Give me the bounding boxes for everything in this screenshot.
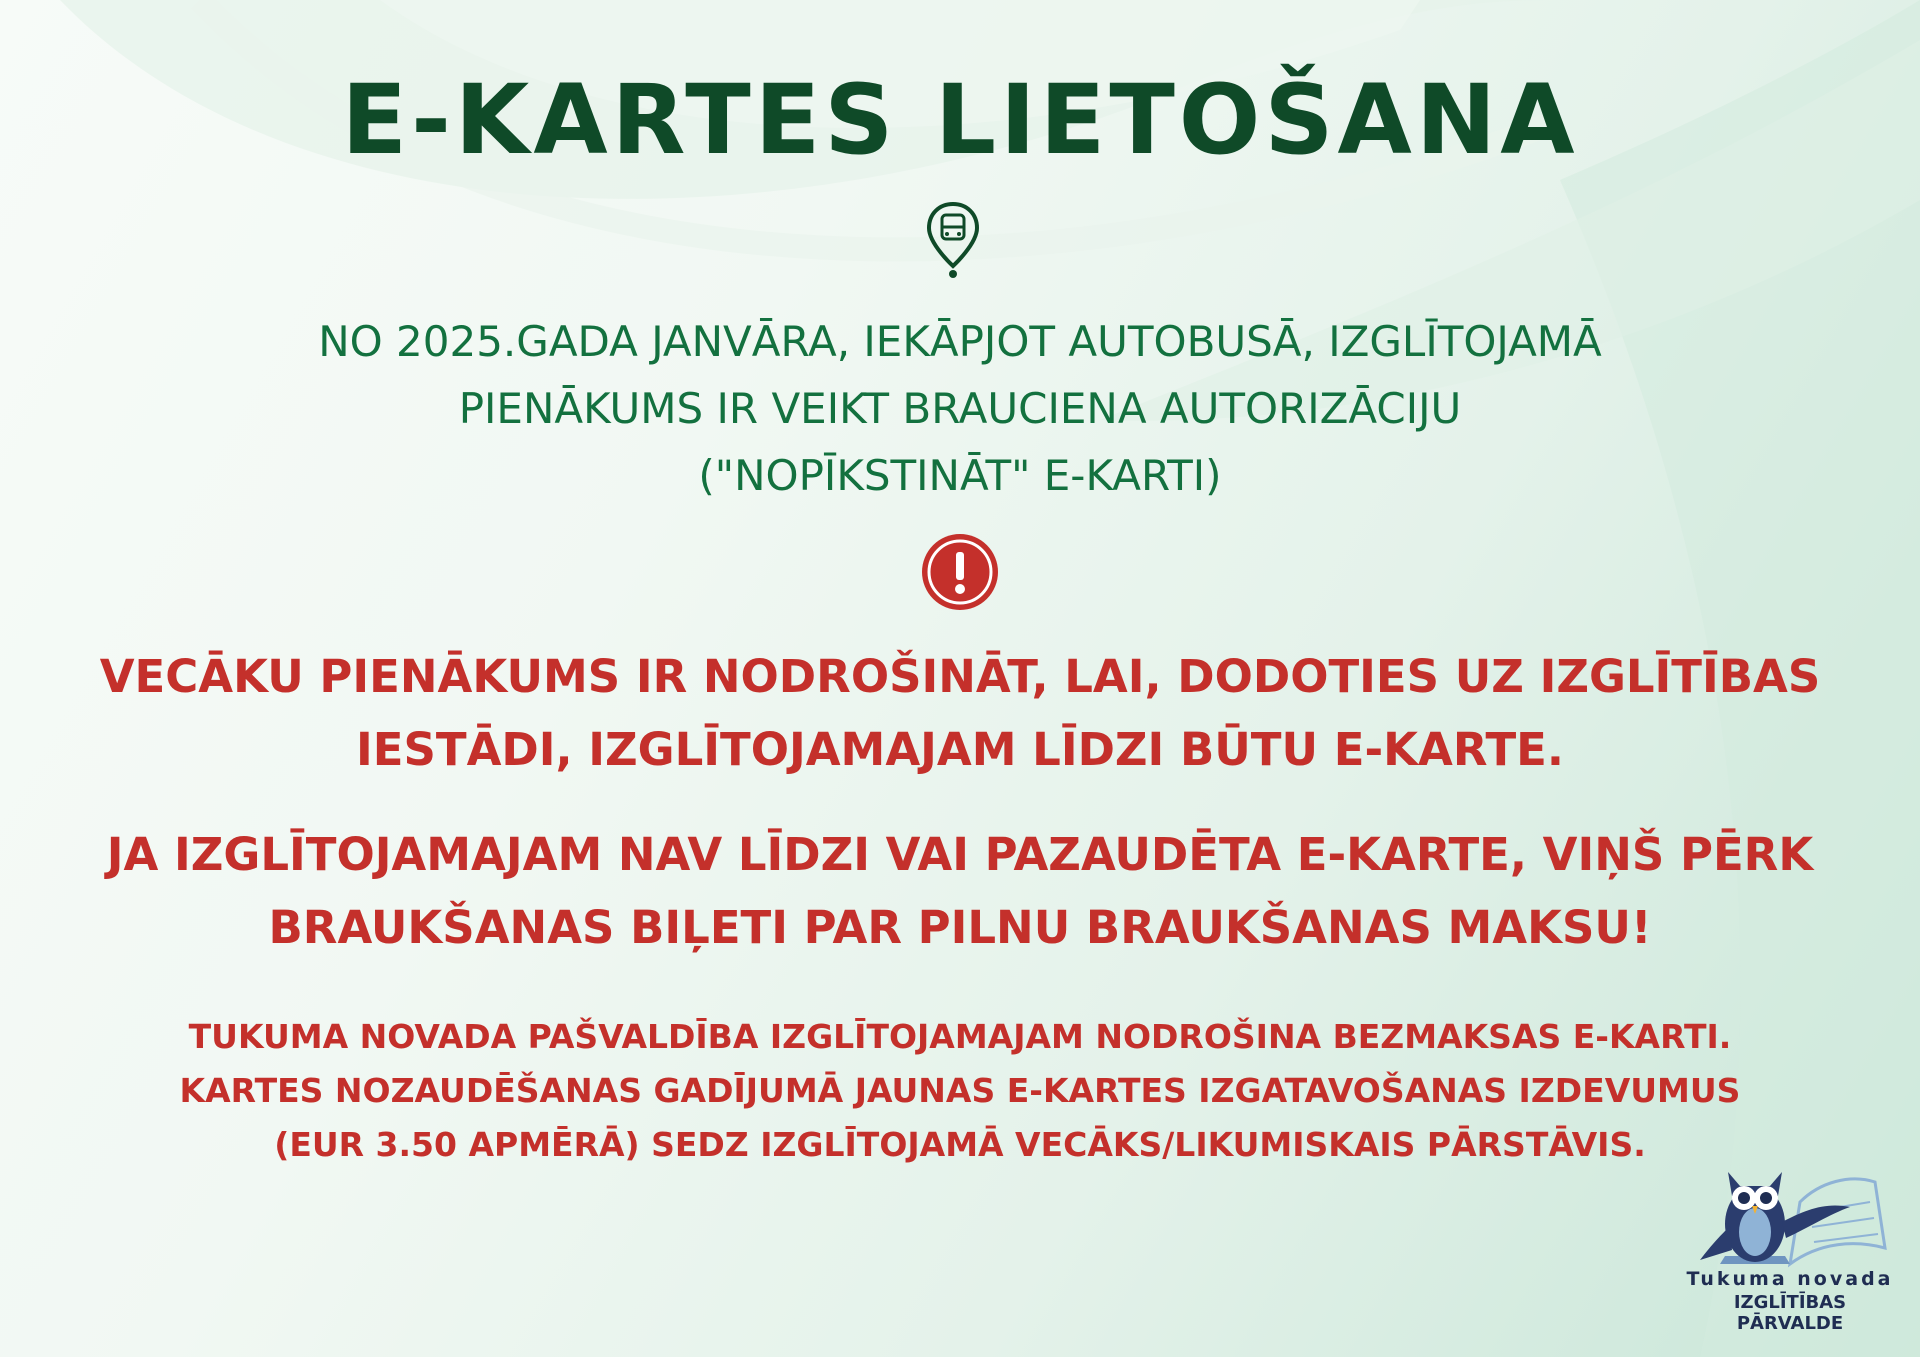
logo-text-line-2: IZGLĪTĪBAS PĀRVALDE [1733, 1292, 1847, 1334]
no-card-text [0, 818, 1920, 964]
fee-note-text [0, 1010, 1920, 1172]
exclamation-circle-icon [920, 532, 1000, 612]
logo-text-line-1: Tukuma novada [1686, 1268, 1894, 1290]
fee-note-line-1: TUKUMA NOVADA PAŠVALDĪBA IZGLĪTOJAMAJAM NODROŠINA BEZMAKSAS E-KARTI. [188, 1017, 1732, 1056]
bus-location-pin-icon [923, 200, 983, 280]
intro-line-1: NO 2025.GADA JANVĀRA, IEKĀPJOT AUTOBUSĀ, IZGLĪTOJAMĀ [318, 317, 1602, 366]
parent-duty-line-2: IESTĀDI, IZGLĪTOJAMAJAM LĪDZI BŪTU E-KARTE. [356, 723, 1564, 776]
page-title: E-KARTES LIETOŠANA [341, 64, 1579, 176]
parent-duty-text [0, 640, 1920, 786]
intro-line-2: PIENĀKUMS IR VEIKT BRAUCIENA AUTORIZĀCIJU [458, 384, 1462, 433]
organization-logo [1680, 1152, 1900, 1332]
parent-duty-line-1: VECĀKU PIENĀKUMS IR NODROŠINĀT, LAI, DODOTIES UZ IZGLĪTĪBAS [99, 650, 1821, 703]
intro-line-3: ("NOPĪKSTINĀT" E-KARTI) [698, 451, 1222, 500]
intro-text [0, 308, 1920, 509]
fee-note-line-2: KARTES NOZAUDĒŠANAS GADĪJUMĀ JAUNAS E-KARTES IZGATAVOŠANAS IZDEVUMUS [179, 1071, 1741, 1110]
no-card-line-2: BRAUKŠANAS BIĻETI PAR PILNU BRAUKŠANAS MAKSU! [268, 901, 1652, 954]
owl-book-logo-icon [1690, 1152, 1890, 1270]
no-card-line-1: JA IZGLĪTOJAMAJAM NAV LĪDZI VAI PAZAUDĒTA E-KARTE, VIŅŠ PĒRK [106, 828, 1814, 881]
fee-note-line-3: (EUR 3.50 APMĒRĀ) SEDZ IZGLĪTOJAMĀ VECĀKS/LIKUMISKAIS PĀRSTĀVIS. [274, 1125, 1646, 1164]
